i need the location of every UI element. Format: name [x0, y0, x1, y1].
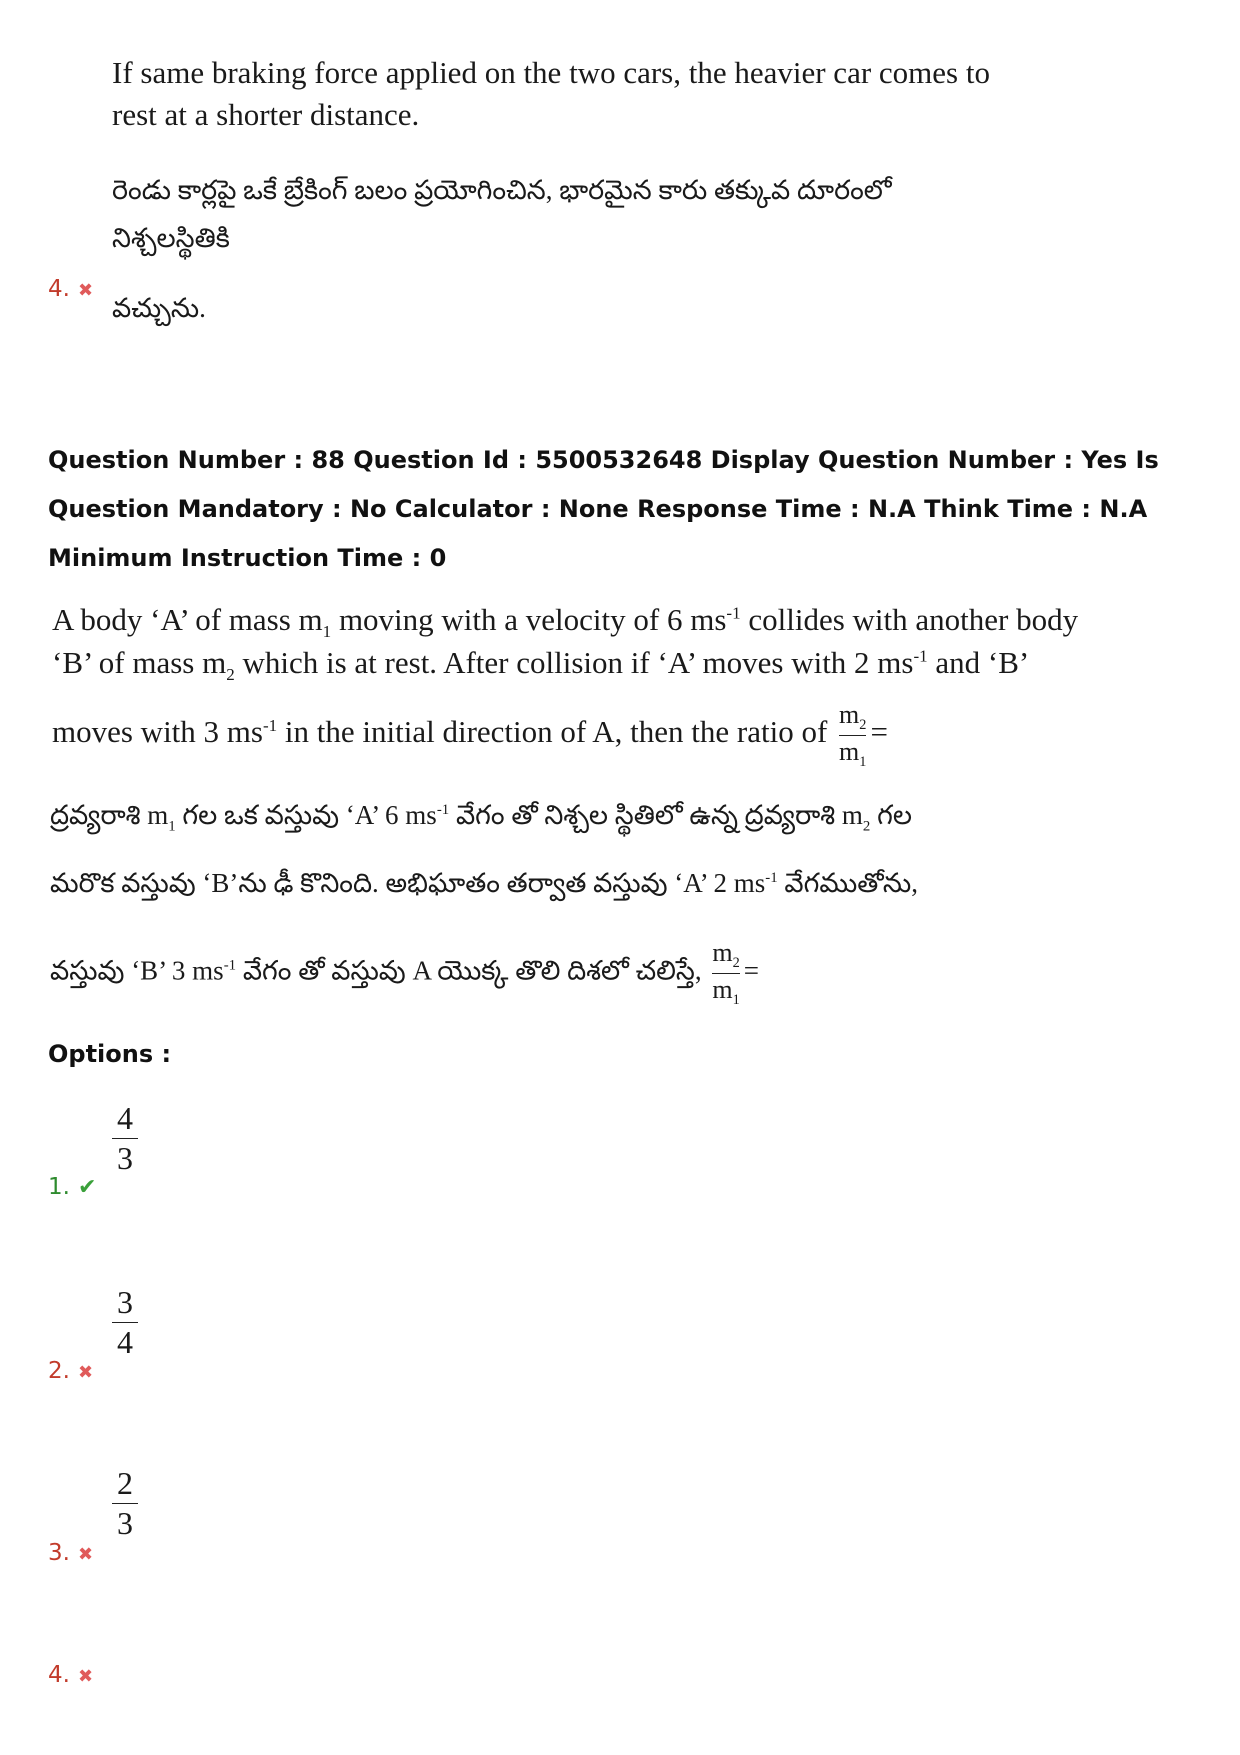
check-icon: ✔	[77, 1175, 97, 1200]
options-label: Options :	[48, 1040, 172, 1068]
previous-option-telugu-line2: వచ్చును.	[112, 293, 206, 323]
question-line-1: A body ‘A’ of mass $m_1$ moving with a velocity of 6 $ms^{-1}$ collides with another body	[52, 602, 1079, 642]
option-number: 1.	[48, 1174, 70, 1200]
option-1-fraction: $\frac{4}{3}$	[112, 1100, 138, 1177]
question-telugu-line-2: మరొక వస్తువు ‘B’ను ఢీ కొనింది. అభిఘాతం తర్వాత వస్తువు ‘A’ 2 $ms^{-1}$ వేగముతోను,	[50, 868, 918, 898]
option-3[interactable]	[48, 1540, 93, 1566]
ratio-fraction: $\frac{m_2}{m_1}$	[839, 700, 867, 770]
question-metadata: Question Number : 88 Question Id : 5500532648 Display Question Number : Yes Is Question Mandatory : No Calculator : None Response Time : N.A Think Time : N.A Minimum Instruction Time : 0	[48, 446, 1159, 572]
option-number: 4.	[48, 276, 70, 302]
option-number: 3.	[48, 1540, 70, 1566]
question-line-3: moves with 3 $ms^{-1}$ in the initial direction of A, then the ratio of $\frac{m_2}{m_1}$ =	[52, 700, 888, 770]
cross-icon: ✖	[77, 1544, 94, 1565]
cross-icon: ✖	[77, 1362, 94, 1383]
option-number: 2.	[48, 1358, 70, 1384]
ratio-fraction-telugu: $\frac{m_2}{m_1}$	[712, 938, 740, 1008]
question-line-2: ‘B’ of mass $m_2$ which is at rest. After collision if ‘A’ moves with 2 $ms^{-1}$ and ‘B’	[52, 645, 1030, 685]
question-telugu-line-3: వస్తువు ‘B’ 3 $ms^{-1}$ వేగం తో వస్తువు A యొక్క తొలి దిశలో చలిస్తే, $\frac{m_2}{m_1}$ =	[50, 938, 759, 1008]
cross-icon: ✖	[77, 1666, 94, 1687]
option-1[interactable]	[48, 1174, 96, 1200]
option-3-fraction: $\frac{2}{3}$	[112, 1465, 138, 1542]
option-4[interactable]	[48, 1662, 93, 1688]
option-number: 4.	[48, 1662, 70, 1688]
previous-option-telugu	[112, 166, 1012, 332]
previous-option-4	[48, 276, 93, 302]
previous-option-telugu-line1: రెండు కార్లపై ఒకే బ్రేకింగ్ బలం ప్రయోగించిన, భారమైన కారు తక్కువ దూరంలో నిశ్చలస్థితికి	[112, 175, 892, 253]
question-telugu-line-1: ద్రవ్యరాశి $m_1$ గల ఒక వస్తువు ‘A’ 6 $ms^{-1}$ వేగం తో నిశ్చల స్థితిలో ఉన్న ద్రవ్యరాశి $m_2$ గల	[50, 800, 912, 835]
previous-option-english: If same braking force applied on the two cars, the heavier car comes to rest at a shorter distance.	[112, 55, 990, 132]
option-2-fraction: $\frac{3}{4}$	[112, 1284, 138, 1361]
option-2[interactable]	[48, 1358, 93, 1384]
cross-icon: ✖	[77, 280, 94, 301]
